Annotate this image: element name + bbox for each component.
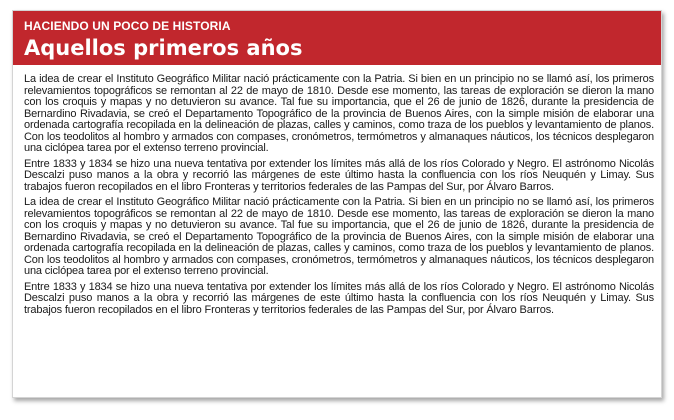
paragraph-2: Entre 1833 y 1834 se hizo una nueva tentativa por extender los límites más allá de los ríos Colorado y Negro. El astrónomo Nicolás Descalzi puso manos a la obra y recorrió las márgenes de este último hasta la confluencia con los ríos Neuquén y Limay. Sus trabajos fueron recopilados en el libro Fronteras y territorios federales de las Pampas del Sur, por Álvaro Barros. <box>24 157 654 193</box>
paragraph-1: La idea de crear el Instituto Geográfico Militar nació prácticamente con la Patria. Si bien en un principio no se llamó así, los primeros relevamientos topográficos se remontan al 22 de mayo de 1810. Desde ese momento, las tareas de exploración se dieron la mano con los croquis y mapas y no detuvieron su avance. Tal fue su importancia, que el 26 de junio de 1826, durante la presidencia de Bernardino Rivadavia, se creó el Departamento Topográfico de la provincia de Buenos Aires, con la simple misión de elaborar una ordenada cartografía recopilada en la delineación de plazas, calles y caminos, como traza de los pueblos y levantamiento de planos. Con los teodolitos al hombro y armados con compases, cronómetros, termómetros y almanaques náuticos, los técnicos desplegaron una ciclópea tarea por el extenso terreno provincial. <box>24 73 654 154</box>
section-kicker: HACIENDO UN POCO DE HISTORIA <box>24 19 231 33</box>
article-body <box>24 74 654 320</box>
paragraph-4: Entre 1833 y 1834 se hizo una nueva tentativa por extender los límites más allá de los ríos Colorado y Negro. El astrónomo Nicolás Descalzi puso manos a la obra y recorrió las márgenes de este último hasta la confluencia con los ríos Neuquén y Limay. Sus trabajos fueron recopilados en el libro Fronteras y territorios federales de las Pampas del Sur, por Álvaro Barros. <box>24 280 654 316</box>
article-header <box>13 11 661 65</box>
paragraph-3: La idea de crear el Instituto Geográfico Militar nació prácticamente con la Patria. Si bien en un principio no se llamó así, los primeros relevamientos topográficos se remontan al 22 de mayo de 1810. Desde ese momento, las tareas de exploración se dieron la mano con los croquis y mapas y no detuvieron su avance. Tal fue su importancia, que el 26 de junio de 1826, durante la presidencia de Bernardino Rivadavia, se creó el Departamento Topográfico de la provincia de Buenos Aires, con la simple misión de elaborar una ordenada cartografía recopilada en la delineación de plazas, calles y caminos, como traza de los pueblos y levantamiento de planos. Con los teodolitos al hombro y armados con compases, cronómetros, termómetros y almanaques náuticos, los técnicos desplegaron una ciclópea tarea por el extenso terreno provincial. <box>24 196 654 277</box>
article-title: Aquellos primeros años <box>24 36 303 60</box>
article-card <box>12 10 662 398</box>
